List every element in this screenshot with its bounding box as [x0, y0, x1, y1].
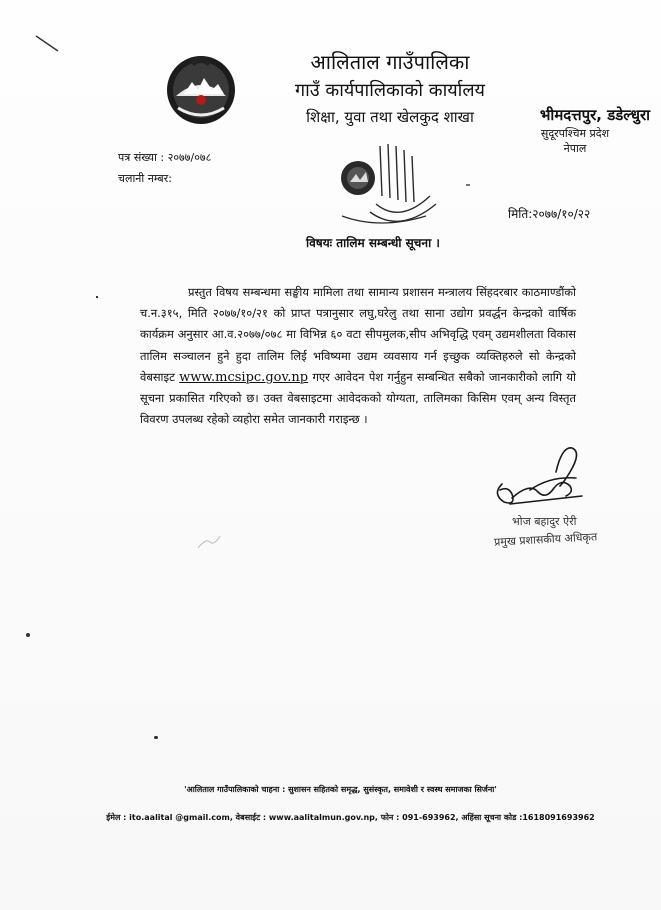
letter-date: मिति:२०७७/१०/२२	[508, 207, 591, 221]
body-text-after-url: गएर आवेदन पेश गर्नुहुन सम्बन्धित सबैको जानकारीको लागि यो सूचना प्रकासित गरिएको छ। उक्त वेबसाइटमा आवेदकको योग्यता, तालिमका किसिम एवम् अन्य विस्तृत विवरण उपलब्ध रहेको व्यहोरा समेत जानकारी गराइन्छ ।	[140, 369, 576, 427]
signature-icon	[490, 442, 600, 522]
dispatch-number: चलानी नम्बर:	[118, 172, 172, 185]
pen-mark	[34, 34, 60, 54]
footer-contact: ईमेल : ito.aalital @gmail.com, वेबसाईट : www.aalitalmun.gov.np, फोन : 091-693962, अहिंसा सूचना कोड :1618091693962	[106, 813, 595, 822]
nepal-emblem-icon	[162, 50, 240, 128]
speck	[154, 736, 158, 739]
speck	[96, 296, 98, 298]
signer-name: भोज बहादुर ऐरी	[512, 515, 577, 528]
letter-body	[140, 282, 576, 430]
office-name: आलिताल गाउँपालिका	[310, 50, 470, 74]
faint-mark	[196, 532, 222, 552]
address-line-2: सुदूरपश्चिम प्रदेश	[540, 127, 610, 140]
address-line-1: भीमदत्तपुर, डडेल्धुरा	[539, 106, 650, 124]
letter-number: पत्र संख्या : २०७७/०७८	[118, 151, 212, 164]
office-stamp-icon	[330, 138, 440, 230]
address-line-3: नेपाल	[563, 142, 587, 155]
website-link[interactable]: www.mcsipc.gov.np	[179, 369, 309, 385]
office-subtitle: गाउँ कार्यपालिकाको कार्यालय	[295, 80, 485, 101]
body-text-before-url: प्रस्तुत विषय सम्बन्धमा सङ्घीय मामिला तथा सामान्य प्रशासन मन्त्रालय सिंहदरबार काठमाण्डौंको च.न.३१५, मिति २०७७/१०/२१ को प्राप्त पत्रानुसार लघु,घरेलु तथा साना उद्योग प्रवर्द्धन केन्द्रको वार्षिक कार्यक्रम अनुसार आ.व.२०७७/०७८ मा विभिन्न ६० वटा सीपमुलक,सीप अभिवृद्धि एवम् उद्यमशीलता विकास तालिम सञ्चालन हुने हुदा तालिम लिई भविष्यमा उद्यम व्यवसाय गर्न इच्छुक व्यक्तिहरुले सो केन्द्रको वेबसाइट	[140, 285, 576, 384]
letter-subject: विषयः तालिम सम्बन्धी सूचना ।	[306, 236, 440, 250]
footer-motto: 'आलिताल गाउँपालिकाको चाहना : सुशासन सहितको समृद्ध, सुसंस्कृत, समावेशी र स्वस्थ समाजका सिर्जना'	[184, 785, 497, 794]
speck	[26, 633, 30, 637]
speck	[466, 184, 470, 186]
signer-title: प्रमुख प्रशासकीय अधिकृत	[493, 530, 598, 549]
office-branch: शिक्षा, युवा तथा खेलकुद शाखा	[306, 108, 474, 126]
